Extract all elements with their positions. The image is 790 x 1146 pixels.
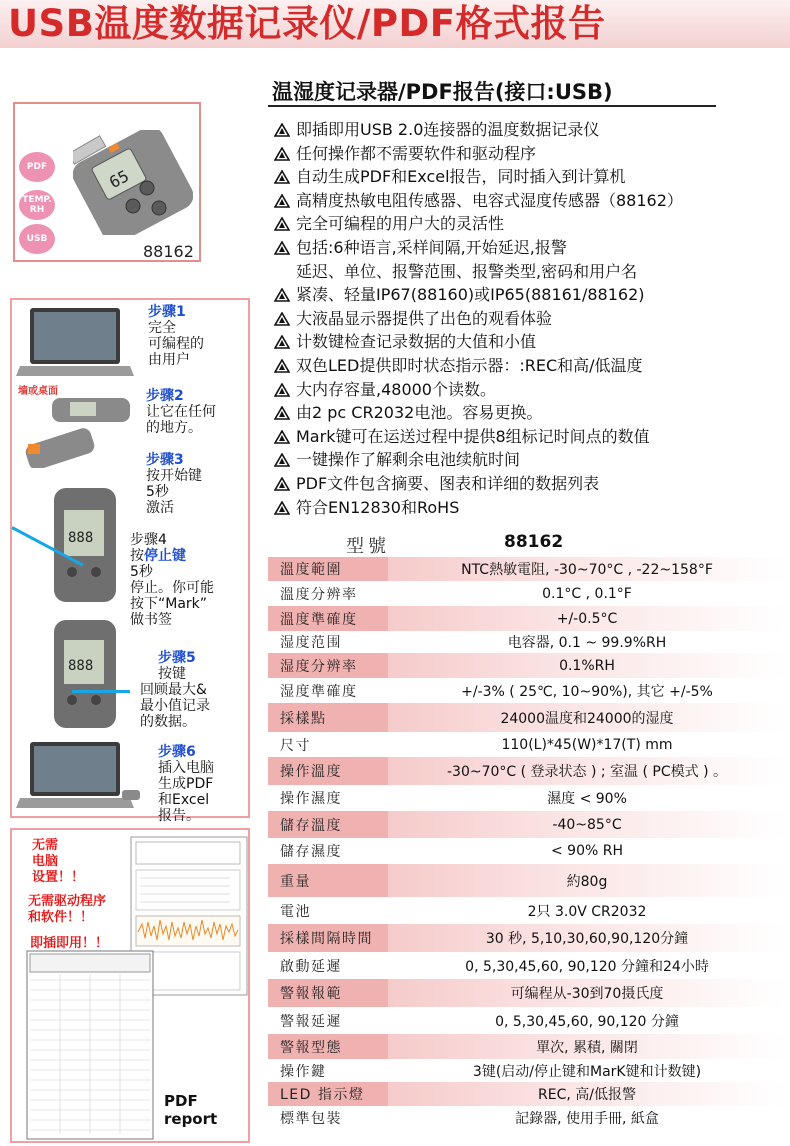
warning-triangle-icon	[274, 241, 290, 255]
spec-row	[268, 924, 786, 952]
feature-item	[272, 260, 782, 284]
spec-label: 操作濕度	[280, 791, 342, 807]
feature-text: 一键操作了解剩余电池续航时间	[296, 450, 521, 470]
svg-text:888: 888	[68, 658, 94, 674]
spec-row	[268, 1082, 786, 1106]
warning-triangle-icon	[274, 335, 290, 349]
step-1	[148, 304, 204, 368]
spec-value: +/-0.5°C	[556, 610, 618, 627]
step-4-line-1	[130, 548, 214, 564]
step-1-line: 可编程的	[148, 336, 204, 352]
spec-row	[268, 1007, 786, 1034]
spec-label: LED 指示燈	[268, 1082, 388, 1106]
page-header	[0, 0, 790, 48]
step-6-line: 和Excel	[158, 792, 210, 808]
spec-value: 3键(启动/停止键和MarK键和计数键)	[472, 1063, 702, 1080]
step-3-line: 按开始键	[146, 468, 202, 484]
feature-item	[272, 378, 782, 402]
logger-stop-image	[52, 486, 118, 604]
spec-label: 尺寸	[280, 737, 311, 754]
note-line: 电脑	[32, 854, 59, 869]
spec-label: 湿度準確度	[280, 683, 358, 700]
warning-triangle-icon	[274, 288, 290, 302]
feature-text: 包括:6种语言,采样间隔,开始延迟,报警	[296, 237, 567, 257]
step-5-line: 的数据。	[140, 714, 196, 730]
spec-value: -40~85°C	[552, 816, 622, 833]
step-3-line: 激活	[146, 500, 174, 516]
pdf-label-line: report	[164, 1110, 218, 1128]
spec-value: 0.1°C , 0.1°F	[542, 585, 632, 602]
spec-row	[268, 703, 786, 732]
step-3-title: 步骤3	[146, 452, 184, 468]
step-1-line: 完全	[148, 320, 176, 336]
feature-item	[272, 165, 782, 189]
product-model: 88162	[143, 242, 194, 261]
wall-or-desk-label: 墙或桌面	[18, 386, 58, 397]
spec-row	[268, 952, 786, 979]
spec-value: 約80g	[566, 873, 608, 890]
feature-item	[272, 448, 782, 472]
pdf-badge: PDF	[19, 152, 55, 182]
spec-value: 30 秒, 5,10,30,60,90,120分鐘	[485, 931, 689, 947]
spec-value: 0, 5,30,45,60, 90,120 分鐘和24小時	[465, 958, 709, 975]
logger-start-image	[22, 428, 102, 468]
spec-value: < 90% RH	[550, 843, 623, 859]
product-image-box	[13, 102, 201, 262]
spec-row	[268, 631, 786, 653]
spec-row	[268, 606, 786, 631]
feature-text: 紧凑、轻量IP67(88160)或IP65(88161/88162)	[296, 285, 645, 305]
spec-value: -30~70°C ( 登录状态 ) ; 室温 ( PC模式 ) 。	[446, 764, 728, 780]
feature-text: 符合EN12830和RoHS	[296, 497, 460, 517]
step-4-line: 停止。你可能	[130, 580, 214, 596]
warning-triangle-icon	[274, 194, 290, 208]
spec-row	[268, 1059, 786, 1082]
feature-item	[272, 425, 782, 449]
section-title: 温湿度记录器/PDF报告(接口:USB)	[272, 80, 613, 104]
feature-item	[272, 142, 782, 166]
step-6-title: 步骤6	[158, 744, 196, 760]
svg-text:65: 65	[106, 166, 132, 192]
feature-item	[272, 189, 782, 213]
feature-item	[272, 236, 782, 260]
no-driver-note	[28, 894, 106, 926]
spec-row	[268, 581, 786, 606]
step-4-stop-key: 停止键	[144, 548, 186, 564]
logger-on-wall-image	[48, 392, 138, 426]
step-6-line: 报告。	[158, 808, 200, 824]
spec-model-label: 型號	[346, 536, 390, 557]
spec-label: 儲存溫度	[268, 811, 388, 838]
logger-review-image	[52, 618, 118, 730]
spec-row	[268, 785, 786, 811]
spec-label: 溫度分辨率	[280, 586, 358, 603]
spec-value: 單次, 累積, 關閉	[536, 1039, 638, 1056]
feature-text: 由2 pc CR2032电池。容易更换。	[296, 403, 543, 423]
step-2-line: 让它在任何	[146, 404, 216, 420]
spec-row	[268, 1106, 786, 1130]
spec-value: REC, 高/低报警	[538, 1087, 636, 1103]
spec-label: 警報延遲	[280, 1013, 342, 1030]
feature-item	[272, 307, 782, 331]
feature-item	[272, 118, 782, 142]
spec-model-value: 88162	[504, 532, 564, 552]
feature-text: 自动生成PDF和Excel报告，同时插入到计算机	[296, 167, 626, 187]
feature-item	[272, 330, 782, 354]
spec-row	[268, 897, 786, 924]
feature-text: 即插即用USB 2.0连接器的温度数据记录仪	[296, 120, 600, 139]
spec-row	[268, 732, 786, 757]
spec-model-row	[268, 532, 786, 558]
spec-row	[268, 678, 786, 703]
warning-triangle-icon	[274, 123, 290, 137]
step-4-line: 5秒	[130, 564, 153, 580]
spec-value: +/-3% ( 25℃, 10~90%), 其它 +/-5%	[461, 683, 713, 700]
step-5-title: 步骤5	[158, 650, 196, 666]
warning-triangle-icon	[274, 430, 290, 444]
step-6	[158, 744, 214, 824]
feature-text: 大内存容量,48000个读数。	[296, 379, 496, 399]
spec-value: 110(L)*45(W)*17(T) mm	[501, 736, 673, 753]
pdf-report-panel	[10, 828, 250, 1143]
spec-row	[268, 811, 786, 838]
feature-item	[272, 472, 782, 496]
spec-label: 採樣點	[268, 703, 388, 732]
feature-text: 大液晶显示器提供了出色的观看体验	[296, 308, 553, 328]
step-6-line: 生成PDF	[158, 776, 214, 792]
note-line: 无需驱动程序	[28, 894, 107, 909]
warning-triangle-icon	[274, 170, 290, 184]
spec-value: 2只 3.0V CR2032	[527, 903, 647, 920]
step5-pointer	[72, 690, 130, 693]
spec-label: 操作鍵	[280, 1063, 327, 1080]
spec-value: 24000温度和24000的湿度	[500, 710, 674, 727]
spec-label: 警報報範	[268, 979, 388, 1007]
spec-table	[268, 557, 786, 1130]
step-5-line: 回顾最大&	[140, 682, 207, 698]
laptop-usb-image	[16, 740, 140, 810]
spec-label: 溫度準確度	[268, 606, 388, 631]
step-5	[140, 650, 210, 730]
step-4-title: 步骤4	[130, 532, 167, 548]
spec-value: 0.1%RH	[559, 657, 615, 674]
spec-value: NTC熱敏電阻, -30~70°C , -22~158°F	[461, 562, 713, 578]
warning-triangle-icon	[274, 147, 290, 161]
step-1-title: 步骤1	[148, 304, 186, 320]
spec-value: 0, 5,30,45,60, 90,120 分鐘	[495, 1013, 679, 1030]
step-2	[146, 388, 216, 436]
pdf-label-line: PDF	[164, 1092, 198, 1110]
spec-row	[268, 557, 786, 581]
spec-row	[268, 757, 786, 785]
spec-value: 濕度 < 90%	[547, 791, 627, 807]
spec-label: 啟動延遲	[280, 958, 342, 975]
spec-row	[268, 1034, 786, 1059]
feature-item	[272, 212, 782, 236]
warning-triangle-icon	[274, 477, 290, 491]
warning-triangle-icon	[274, 453, 290, 467]
spec-label: 溫度範圍	[268, 557, 388, 581]
step-6-line: 插入电脑	[158, 760, 214, 776]
spec-row	[268, 838, 786, 864]
step-1-line: 由用户	[148, 352, 190, 368]
feature-text: 双色LED提供即时状态指示器：:REC和高/低温度	[296, 355, 643, 375]
feature-text: 延迟、单位、报警范围、报警类型,密码和用户名	[296, 261, 638, 281]
feature-list	[272, 118, 782, 519]
spec-label: 電池	[280, 903, 311, 920]
warning-triangle-icon	[274, 406, 290, 420]
step-4-line: 做书签	[130, 612, 172, 628]
note-line: 和软件！！	[28, 910, 94, 925]
spec-label: 湿度范围	[280, 635, 342, 651]
note-line: 无需	[32, 838, 59, 853]
spec-label: 標準包裝	[280, 1111, 342, 1127]
step-3-line: 5秒	[146, 484, 169, 500]
feature-text: Mark键可在运送过程中提供8组标记时间点的数值	[296, 426, 650, 446]
feature-item	[272, 354, 782, 378]
temp-rh-badge: TEMP. RH	[19, 190, 55, 220]
usb-badge: USB	[19, 224, 55, 254]
spec-row	[268, 979, 786, 1007]
note-line: 设置！！	[32, 870, 85, 885]
feature-text: 计数键检查记录数据的大值和小值	[296, 332, 537, 352]
step-5-line: 按键	[158, 666, 186, 682]
spec-label: 儲存濕度	[280, 844, 342, 860]
warning-triangle-icon	[274, 359, 290, 373]
step-3	[146, 452, 202, 516]
step-4-line: 按下“Mark”	[130, 596, 208, 612]
step-5-line: 最小值记录	[140, 698, 210, 714]
feature-item	[272, 401, 782, 425]
warning-triangle-icon	[274, 383, 290, 397]
no-pc-setup-note	[32, 838, 84, 886]
steps-panel	[10, 298, 250, 824]
feature-item	[272, 496, 782, 520]
spec-row	[268, 864, 786, 897]
feature-text: PDF文件包含摘要、图表和详细的数据列表	[296, 473, 600, 493]
data-logger-image	[73, 130, 193, 235]
spec-value: 可编程从-30到70摄氏度	[510, 986, 664, 1002]
page-title: USB温度数据记录仪/PDF格式报告	[8, 2, 606, 45]
step-2-line: 的地方。	[146, 420, 202, 436]
pdf-report-table-page	[26, 950, 154, 1140]
feature-text: 任何操作都不需要软件和驱动程序	[296, 143, 537, 163]
spec-value: 电容器, 0.1 ~ 99.9%RH	[507, 635, 667, 651]
spec-label: 警報型態	[268, 1034, 388, 1059]
spec-label: 採樣間隔時間	[268, 924, 388, 952]
spec-value: 記錄器, 使用手冊, 紙盒	[515, 1111, 659, 1127]
step-4	[130, 532, 214, 628]
step-2-title: 步骤2	[146, 388, 184, 404]
spec-label: 重量	[268, 864, 388, 897]
laptop-image	[16, 306, 136, 378]
step-4-pre: 按	[130, 548, 144, 564]
warning-triangle-icon	[274, 217, 290, 231]
warning-triangle-icon	[274, 501, 290, 515]
warning-triangle-icon	[274, 312, 290, 326]
pdf-report-label	[164, 1092, 217, 1128]
title-underline	[268, 105, 716, 107]
svg-text:888: 888	[68, 530, 94, 546]
spec-label: 操作溫度	[268, 757, 388, 785]
feature-text: 完全可编程的用户大的灵活性	[296, 214, 505, 234]
spec-row	[268, 653, 786, 678]
note-line: 即插即用！！	[30, 936, 109, 951]
feature-item	[272, 283, 782, 307]
spec-label: 湿度分辨率	[268, 653, 388, 678]
feature-text: 高精度热敏电阻传感器、电容式湿度传感器（88162）	[296, 190, 683, 210]
